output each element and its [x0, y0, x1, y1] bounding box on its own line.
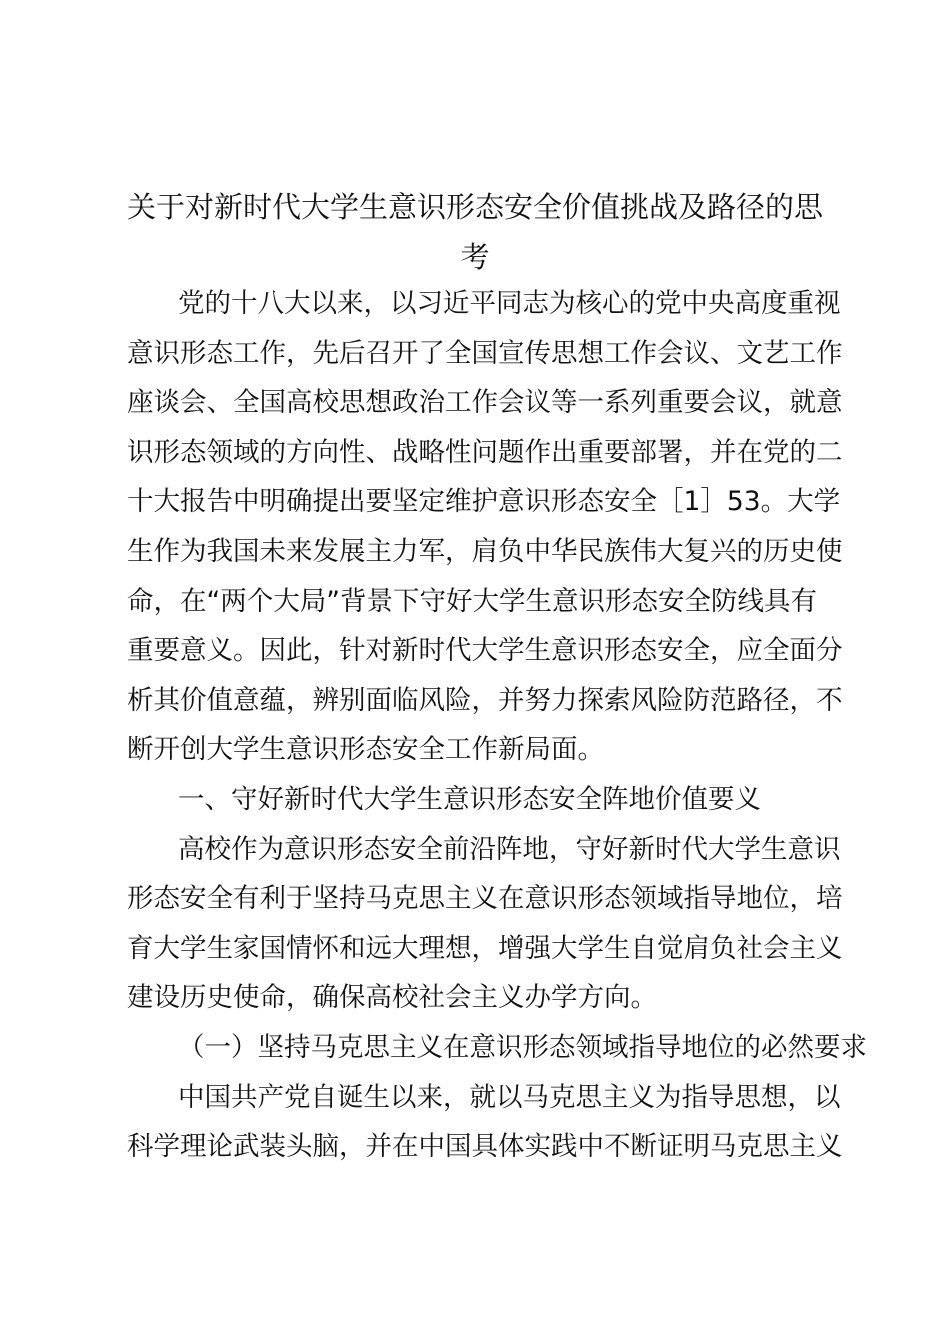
- body-line: 识形态领域的方向性、战略性问题作出重要部署，并在党的二: [127, 437, 843, 468]
- body-line: 党的十八大以来，以习近平同志为核心的党中央高度重视: [178, 288, 841, 319]
- document-title-line-2: 考: [460, 240, 490, 274]
- body-line: 意识形态工作，先后召开了全国宣传思想工作会议、文艺工作: [127, 338, 843, 369]
- body-line: 重要意义。因此，针对新时代大学生意识形态安全，应全面分: [127, 635, 843, 666]
- body-line: 中国共产党自诞生以来，就以马克思主义为指导思想，以: [178, 1082, 841, 1113]
- document-title-line-1: 关于对新时代大学生意识形态安全价值挑战及路径的思: [126, 190, 823, 224]
- body-line: 建设历史使命，确保高校社会主义办学方向。: [127, 982, 657, 1013]
- section-heading: 一、守好新时代大学生意识形态安全阵地价值要义: [178, 784, 761, 815]
- body-line: 生作为我国未来发展主力军，肩负中华民族伟大复兴的历史使: [127, 536, 843, 567]
- body-line: 高校作为意识形态安全前沿阵地，守好新时代大学生意识: [178, 834, 841, 865]
- body-line: 座谈会、全国高校思想政治工作会议等一系列重要会议，就意: [127, 387, 843, 418]
- subsection-heading: （一）坚持马克思主义在意识形态领域指导地位的必然要求: [178, 1032, 867, 1063]
- body-line: 科学理论武装头脑，并在中国具体实践中不断证明马克思主义: [127, 1131, 843, 1162]
- body-line: 形态安全有利于坚持马克思主义在意识形态领域指导地位，培: [127, 883, 843, 914]
- body-line: 析其价值意蕴，辨别面临风险，并努力探索风险防范路径，不: [127, 685, 843, 716]
- body-line: 育大学生家国情怀和远大理想，增强大学生自觉肩负社会主义: [127, 933, 843, 964]
- body-line: 断开创大学生意识形态安全工作新局面。: [127, 734, 604, 765]
- body-line: 命，在“两个大局”背景下守好大学生意识形态安全防线具有: [127, 586, 817, 617]
- body-line: 十大报告中明确提出要坚定维护意识形态安全［1］53。大学: [127, 486, 841, 517]
